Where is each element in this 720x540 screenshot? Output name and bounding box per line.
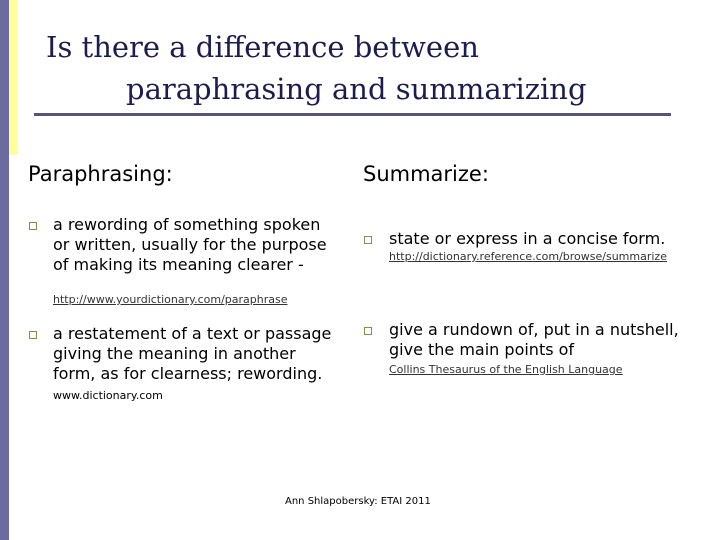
- summarize-source-link[interactable]: http://dictionary.reference.com/browse/summarize: [389, 250, 667, 263]
- title-underline: [34, 113, 671, 116]
- paraphrase-source-2: www.dictionary.com: [53, 389, 163, 402]
- paraphrase-definition-2: [53, 324, 343, 406]
- summarize-source-2: Collins Thesaurus of the English Language: [389, 363, 623, 376]
- paraphrase-source-link[interactable]: http://www.yourdictionary.com/paraphrase: [53, 293, 288, 306]
- slide-title: [20, 26, 680, 110]
- paraphrase-definition-2-text: a restatement of a text or passage giving the meaning in another form, as for clearness; rewording.: [53, 324, 332, 383]
- bullet-icon: [364, 236, 372, 244]
- bullet-icon: [364, 327, 372, 335]
- summarize-heading: Summarize:: [363, 162, 489, 186]
- accent-bar-dark: [0, 0, 9, 540]
- paraphrase-definition-1: a rewording of something spoken or written, usually for the purpose of making its meaning clearer -: [53, 215, 327, 274]
- summarize-definition-1: state or express in a concise form.: [389, 229, 666, 248]
- footer-credit: Ann Shlapobersky: ETAI 2011: [285, 496, 431, 507]
- paraphrasing-heading: Paraphrasing:: [28, 162, 173, 186]
- summarize-definition-2: give a rundown of, put in a nutshell, give the main points of: [389, 320, 679, 359]
- bullet-icon: [29, 331, 37, 339]
- bullet-icon: [29, 222, 37, 230]
- title-line-1: Is there a difference between: [46, 30, 479, 64]
- accent-bar-yellow: [9, 0, 18, 155]
- title-line-2: paraphrasing and summarizing: [126, 72, 587, 106]
